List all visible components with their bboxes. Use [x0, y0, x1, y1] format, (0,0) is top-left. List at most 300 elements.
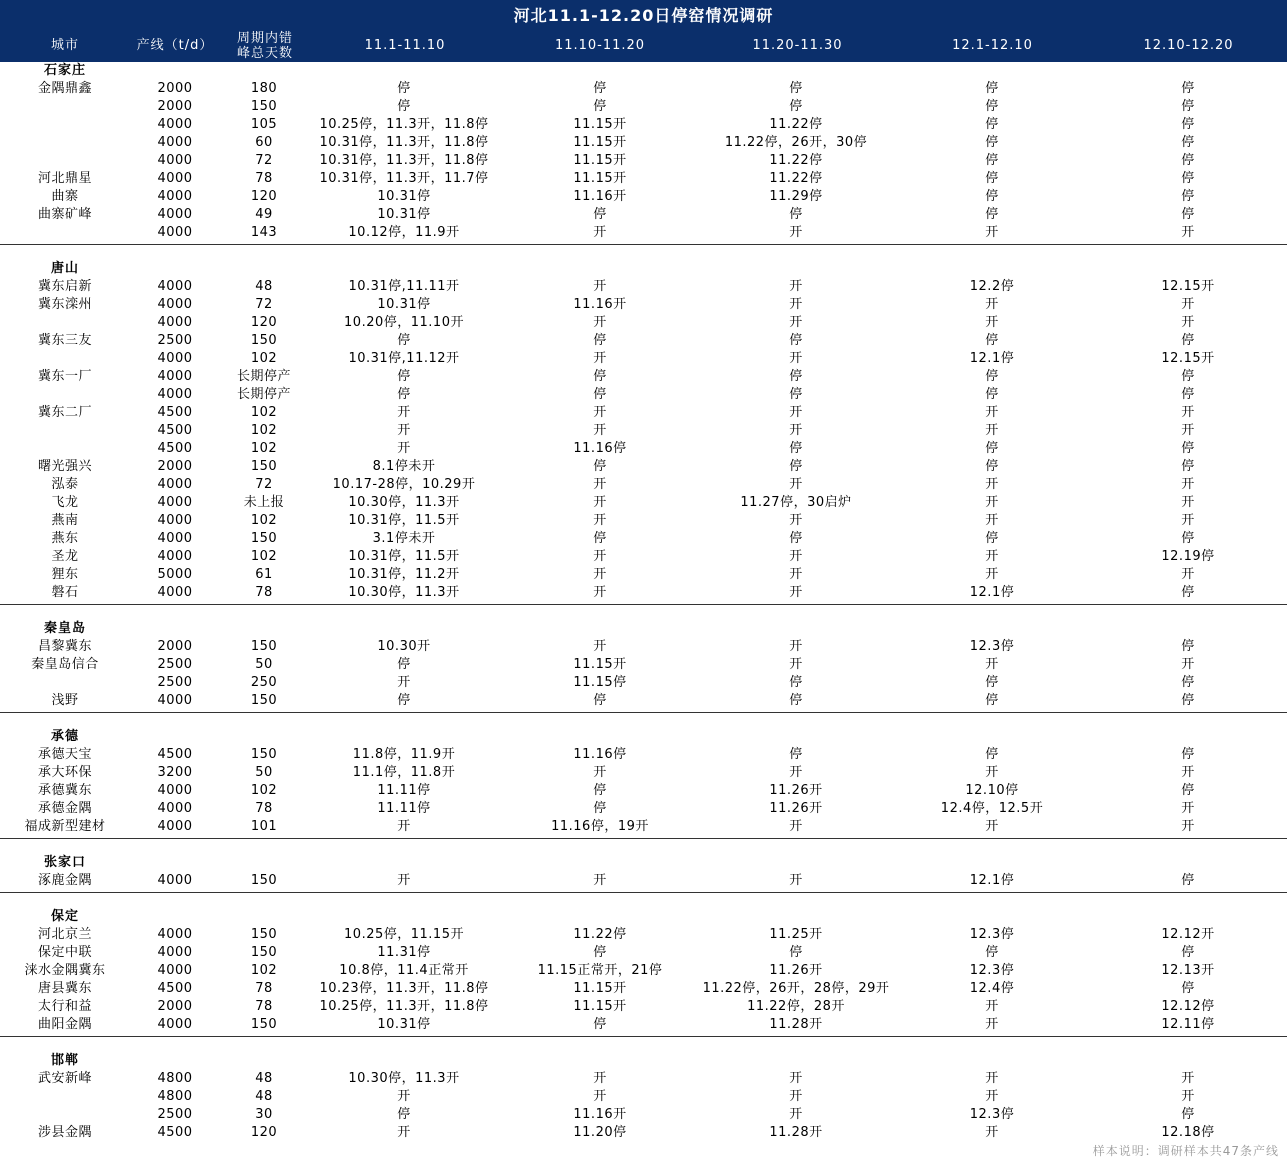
cell-period-1: 11.11停 [377, 801, 431, 816]
cell-period-2: 11.15停 [573, 675, 627, 690]
cell-period-3: 开 [789, 549, 803, 564]
cell-period-3: 开 [789, 225, 803, 240]
cell-period-4: 开 [985, 1089, 999, 1104]
cell-period-4: 停 [985, 747, 999, 762]
cell-capacity: 4000 [157, 279, 193, 294]
header-period-3: 11.20-11.30 [752, 38, 843, 53]
cell-period-2: 11.15正常开，21停 [537, 963, 663, 978]
cell-plant [0, 224, 130, 242]
cell-period-1: 10.31停 [377, 207, 431, 222]
cell-plant: 保定中联 [37, 945, 92, 960]
group-separator [0, 604, 1287, 605]
cell-capacity: 4800 [157, 1089, 193, 1104]
cell-plant: 浅野 [51, 693, 79, 708]
footnote: 样本说明：调研样本共47条产线 [1092, 1144, 1279, 1158]
cell-period-5: 停 [1181, 639, 1195, 654]
cell-capacity: 4000 [157, 549, 193, 564]
cell-period-1: 开 [397, 873, 411, 888]
cell-period-3: 11.26开 [769, 801, 823, 816]
cell-period-2: 开 [593, 495, 607, 510]
cell-period-4: 开 [985, 819, 999, 834]
cell-period-3: 停 [789, 369, 803, 384]
cell-period-1: 停 [397, 81, 411, 96]
cell-period-3: 停 [789, 747, 803, 762]
cell-period-2: 开 [593, 1071, 607, 1086]
cell-period-2: 11.15开 [573, 153, 627, 168]
cell-period-5: 停 [1181, 369, 1195, 384]
cell-period-4: 开 [985, 513, 999, 528]
cell-period-2: 11.16开 [573, 1107, 627, 1122]
cell-period-1: 10.31停，11.5开 [348, 513, 460, 528]
cell-capacity: 4000 [157, 297, 193, 312]
cell-period-4: 开 [985, 567, 999, 582]
cell-period-1: 11.8停，11.9开 [352, 747, 456, 762]
cell-days: 30 [255, 1107, 273, 1122]
cell-period-2: 停 [593, 945, 607, 960]
cell-period-3: 11.22停，26开，28停，29开 [702, 981, 890, 996]
cell-period-2: 11.16停 [573, 747, 627, 762]
cell-plant: 曲寨矿峰 [37, 207, 92, 222]
cell-days: 120 [250, 315, 278, 330]
cell-period-2: 11.20停 [573, 1125, 627, 1140]
cell-capacity: 4000 [157, 135, 193, 150]
cell-period-1: 10.31停，11.3开，11.7停 [319, 171, 489, 186]
cell-period-1: 10.30停，11.3开 [348, 585, 460, 600]
cell-period-3: 11.28开 [769, 1125, 823, 1140]
cell-plant: 涞水金隅冀东 [24, 963, 106, 978]
cell-period-4: 12.4停 [969, 981, 1015, 996]
cell-period-3: 停 [789, 81, 803, 96]
group-separator [0, 244, 1287, 245]
cell-plant: 曲寨 [51, 189, 79, 204]
cell-period-2: 11.16开 [573, 297, 627, 312]
cell-period-2: 11.16开 [573, 189, 627, 204]
cell-period-3: 开 [789, 297, 803, 312]
cell-period-1: 3.1停未开 [372, 531, 436, 546]
cell-plant: 秦皇岛信合 [31, 657, 99, 672]
cell-days: 78 [255, 585, 273, 600]
cell-capacity: 4000 [157, 585, 193, 600]
cell-period-5: 停 [1181, 531, 1195, 546]
cell-period-1: 开 [397, 675, 411, 690]
cell-plant: 承德冀东 [37, 783, 92, 798]
cell-capacity: 4000 [157, 819, 193, 834]
cell-days: 150 [250, 945, 278, 960]
cell-period-4: 开 [985, 297, 999, 312]
cell-capacity: 3200 [157, 765, 193, 780]
cell-period-5: 停 [1181, 585, 1195, 600]
cell-period-5: 开 [1181, 297, 1195, 312]
cell-period-5: 开 [1181, 405, 1195, 420]
cell-period-4: 开 [985, 549, 999, 564]
cell-days: 102 [250, 441, 278, 456]
cell-period-3: 11.22停 [769, 171, 823, 186]
cell-period-3: 11.22停 [769, 153, 823, 168]
cell-days: 250 [250, 675, 278, 690]
cell-plant: 河北鼎星 [37, 171, 92, 186]
cell-period-1: 10.30停，11.3开 [348, 495, 460, 510]
cell-period-5: 停 [1181, 333, 1195, 348]
cell-period-4: 开 [985, 423, 999, 438]
cell-plant: 飞龙 [51, 495, 79, 510]
cell-period-1: 开 [397, 1089, 411, 1104]
cell-period-4: 开 [985, 1017, 999, 1032]
cell-period-1: 10.25停，11.15开 [344, 927, 464, 942]
group-separator [0, 1036, 1287, 1037]
cell-capacity: 4000 [157, 693, 193, 708]
cell-period-1: 停 [397, 333, 411, 348]
cell-days: 105 [250, 117, 278, 132]
cell-period-3: 开 [789, 1089, 803, 1104]
header-period-1: 11.1-11.10 [364, 38, 446, 53]
cell-plant: 泓泰 [51, 477, 79, 492]
cell-capacity: 2500 [157, 333, 193, 348]
cell-plant: 承德天宝 [37, 747, 92, 762]
cell-period-5: 停 [1181, 81, 1195, 96]
cell-period-2: 11.16停 [573, 441, 627, 456]
cell-days: 72 [255, 477, 273, 492]
cell-capacity: 4000 [157, 1017, 193, 1032]
cell-period-2: 停 [593, 387, 607, 402]
cell-period-5: 12.15开 [1161, 351, 1215, 366]
cell-days: 72 [255, 297, 273, 312]
cell-period-2: 开 [593, 477, 607, 492]
cell-period-3: 开 [789, 513, 803, 528]
cell-plant: 河北京兰 [37, 927, 92, 942]
cell-days: 150 [250, 747, 278, 762]
group-separator [0, 892, 1287, 893]
cell-days: 102 [250, 513, 278, 528]
cell-plant: 涿鹿金隅 [37, 873, 92, 888]
cell-period-2: 停 [593, 81, 607, 96]
cell-period-2: 停 [593, 333, 607, 348]
cell-period-2: 开 [593, 639, 607, 654]
header-line: 产线（t/d） [136, 38, 214, 53]
cell-capacity: 2000 [157, 459, 193, 474]
cell-period-4: 停 [985, 171, 999, 186]
cell-plant [0, 386, 130, 404]
cell-plant: 承大环保 [37, 765, 92, 780]
cell-period-4: 开 [985, 999, 999, 1014]
cell-period-2: 11.15开 [573, 999, 627, 1014]
cell-period-4: 停 [985, 117, 999, 132]
cell-period-5: 停 [1181, 981, 1195, 996]
cell-period-3: 11.26开 [769, 963, 823, 978]
cell-period-1: 11.11停 [377, 783, 431, 798]
cell-days: 150 [250, 531, 278, 546]
cell-period-4: 开 [985, 315, 999, 330]
cell-period-4: 开 [985, 1125, 999, 1140]
cell-period-3: 开 [789, 351, 803, 366]
cell-period-1: 11.31停 [377, 945, 431, 960]
cell-period-4: 停 [985, 207, 999, 222]
cell-period-5: 开 [1181, 315, 1195, 330]
cell-period-5: 停 [1181, 675, 1195, 690]
cell-capacity: 4800 [157, 1071, 193, 1086]
group-header: 张家口 [43, 855, 86, 870]
cell-period-4: 开 [985, 765, 999, 780]
cell-days: 50 [255, 657, 273, 672]
cell-period-4: 停 [985, 387, 999, 402]
cell-days: 150 [250, 873, 278, 888]
cell-capacity: 4000 [157, 189, 193, 204]
cell-plant: 冀东二厂 [37, 405, 92, 420]
cell-period-4: 12.3停 [969, 1107, 1015, 1122]
cell-plant [0, 674, 130, 692]
cell-plant: 金隅鼎鑫 [37, 81, 92, 96]
cell-plant: 曲阳金隅 [37, 1017, 92, 1032]
cell-plant: 福成新型建材 [24, 819, 106, 834]
cell-period-2: 11.16停，19开 [551, 819, 649, 834]
cell-period-4: 开 [985, 477, 999, 492]
cell-period-4: 12.4停，12.5开 [940, 801, 1044, 816]
cell-period-1: 停 [397, 657, 411, 672]
cell-period-5: 开 [1181, 225, 1195, 240]
cell-period-1: 10.31停，11.3开，11.8停 [319, 153, 489, 168]
cell-period-2: 11.15开 [573, 171, 627, 186]
cell-capacity: 4000 [157, 387, 193, 402]
cell-period-2: 开 [593, 225, 607, 240]
cell-period-5: 12.13开 [1161, 963, 1215, 978]
cell-plant: 涉县金隅 [37, 1125, 92, 1140]
cell-period-4: 开 [985, 225, 999, 240]
cell-capacity: 4000 [157, 531, 193, 546]
cell-period-2: 开 [593, 765, 607, 780]
cell-period-2: 11.15开 [573, 981, 627, 996]
table-title: 河北11.1-12.20日停窑情况调研 [0, 0, 1287, 29]
cell-days: 143 [250, 225, 278, 240]
cell-period-4: 停 [985, 369, 999, 384]
cell-capacity: 4500 [157, 1125, 193, 1140]
cell-period-1: 停 [397, 369, 411, 384]
cell-period-3: 开 [789, 477, 803, 492]
cell-plant: 冀东启新 [37, 279, 92, 294]
cell-period-1: 10.31停，11.2开 [348, 567, 460, 582]
cell-period-4: 12.1停 [969, 351, 1015, 366]
cell-period-5: 开 [1181, 801, 1195, 816]
cell-period-2: 停 [593, 783, 607, 798]
cell-period-4: 12.2停 [969, 279, 1015, 294]
cell-plant [0, 1088, 130, 1106]
cell-period-4: 停 [985, 531, 999, 546]
cell-period-2: 停 [593, 369, 607, 384]
cell-period-2: 开 [593, 585, 607, 600]
cell-period-5: 12.19停 [1161, 549, 1215, 564]
cell-period-2: 停 [593, 1017, 607, 1032]
cell-period-1: 10.25停，11.3开，11.8停 [319, 999, 489, 1014]
cell-plant: 昌黎冀东 [37, 639, 92, 654]
cell-days: 150 [250, 1017, 278, 1032]
cell-capacity: 4500 [157, 441, 193, 456]
cell-period-4: 停 [985, 189, 999, 204]
cell-days: 未上报 [243, 495, 285, 510]
cell-capacity: 4000 [157, 117, 193, 132]
cell-period-3: 停 [789, 531, 803, 546]
cell-plant [0, 134, 130, 152]
cell-period-5: 停 [1181, 99, 1195, 114]
cell-days: 60 [255, 135, 273, 150]
cell-period-4: 停 [985, 153, 999, 168]
cell-period-1: 停 [397, 387, 411, 402]
cell-days: 150 [250, 459, 278, 474]
cell-capacity: 4500 [157, 423, 193, 438]
cell-period-3: 停 [789, 333, 803, 348]
cell-period-1: 停 [397, 693, 411, 708]
cell-capacity: 2500 [157, 657, 193, 672]
cell-period-3: 11.29停 [769, 189, 823, 204]
cell-period-5: 停 [1181, 945, 1195, 960]
cell-period-1: 开 [397, 1125, 411, 1140]
cell-days: 102 [250, 405, 278, 420]
cell-period-3: 11.22停，26开，30停 [724, 135, 868, 150]
cell-capacity: 4000 [157, 945, 193, 960]
cell-period-2: 开 [593, 1089, 607, 1104]
cell-period-1: 停 [397, 99, 411, 114]
cell-days: 180 [250, 81, 278, 96]
cell-period-1: 10.8停，11.4正常开 [339, 963, 469, 978]
cell-period-2: 开 [593, 549, 607, 564]
cell-plant [0, 116, 130, 134]
cell-period-4: 停 [985, 81, 999, 96]
cell-period-2: 开 [593, 423, 607, 438]
cell-days: 78 [255, 999, 273, 1014]
group-header: 邯郸 [50, 1053, 79, 1068]
cell-period-4: 12.3停 [969, 963, 1015, 978]
cell-days: 150 [250, 927, 278, 942]
cell-period-3: 开 [789, 1071, 803, 1086]
cell-period-4: 12.10停 [965, 783, 1019, 798]
cell-period-5: 停 [1181, 117, 1195, 132]
cell-period-4: 开 [985, 495, 999, 510]
cell-plant: 燕东 [51, 531, 79, 546]
cell-capacity: 4000 [157, 225, 193, 240]
cell-period-1: 11.1停，11.8开 [352, 765, 456, 780]
cell-period-2: 开 [593, 513, 607, 528]
group-header: 唐山 [50, 261, 79, 276]
header-period-5: 12.10-12.20 [1143, 38, 1234, 53]
cell-period-5: 12.15开 [1161, 279, 1215, 294]
group-separator [0, 838, 1287, 839]
cell-period-3: 停 [789, 387, 803, 402]
cell-period-3: 开 [789, 423, 803, 438]
cell-period-5: 开 [1181, 423, 1195, 438]
cell-days: 72 [255, 153, 273, 168]
cell-period-5: 停 [1181, 189, 1195, 204]
cell-period-4: 开 [985, 657, 999, 672]
cell-capacity: 4000 [157, 783, 193, 798]
cell-period-1: 10.31停，11.5开 [348, 549, 460, 564]
cell-plant: 磐石 [51, 585, 79, 600]
cell-period-4: 停 [985, 459, 999, 474]
cell-capacity: 4000 [157, 873, 193, 888]
cell-period-3: 开 [789, 567, 803, 582]
cell-period-5: 停 [1181, 783, 1195, 798]
cell-period-1: 10.31停 [377, 1017, 431, 1032]
cell-capacity: 2000 [157, 81, 193, 96]
cell-days: 102 [250, 423, 278, 438]
cell-period-3: 11.25开 [769, 927, 823, 942]
cell-capacity: 4000 [157, 369, 193, 384]
cell-capacity: 2500 [157, 1107, 193, 1122]
cell-period-1: 8.1停未开 [372, 459, 436, 474]
cell-capacity: 2000 [157, 99, 193, 114]
cell-period-4: 12.3停 [969, 927, 1015, 942]
cell-period-5: 开 [1181, 567, 1195, 582]
cell-period-2: 开 [593, 567, 607, 582]
cell-period-3: 停 [789, 99, 803, 114]
cell-days: 49 [255, 207, 273, 222]
cell-days: 50 [255, 765, 273, 780]
cell-period-5: 停 [1181, 153, 1195, 168]
group-header: 保定 [50, 909, 79, 924]
cell-period-3: 开 [789, 585, 803, 600]
cell-period-1: 开 [397, 441, 411, 456]
cell-period-1: 10.30开 [377, 639, 431, 654]
cell-days: 120 [250, 189, 278, 204]
cell-period-1: 10.23停，11.3开，11.8停 [319, 981, 489, 996]
cell-days: 102 [250, 549, 278, 564]
cell-period-5: 停 [1181, 441, 1195, 456]
cell-period-5: 停 [1181, 1107, 1195, 1122]
cell-period-1: 10.31停,11.12开 [348, 351, 460, 366]
cell-period-3: 开 [789, 819, 803, 834]
cell-capacity: 4000 [157, 477, 193, 492]
cell-days: 长期停产 [236, 369, 291, 384]
cell-period-5: 开 [1181, 1071, 1195, 1086]
cell-period-3: 开 [789, 279, 803, 294]
cell-period-1: 10.31停 [377, 297, 431, 312]
cell-period-5: 停 [1181, 873, 1195, 888]
cell-days: 101 [250, 819, 278, 834]
cell-period-1: 开 [397, 405, 411, 420]
cell-period-2: 开 [593, 351, 607, 366]
column-header-row [0, 29, 1287, 62]
cell-period-1: 10.31停 [377, 189, 431, 204]
cell-days: 48 [255, 1089, 273, 1104]
cell-capacity: 4000 [157, 207, 193, 222]
cell-period-2: 停 [593, 693, 607, 708]
cell-period-3: 停 [789, 207, 803, 222]
cell-days: 150 [250, 639, 278, 654]
cell-period-5: 开 [1181, 477, 1195, 492]
cell-period-5: 开 [1181, 513, 1195, 528]
cell-period-4: 开 [985, 1071, 999, 1086]
cell-period-4: 12.1停 [969, 873, 1015, 888]
cell-period-5: 开 [1181, 819, 1195, 834]
cell-plant: 冀东滦州 [37, 297, 92, 312]
header-period-4: 12.1-12.10 [952, 38, 1033, 53]
cell-period-1: 10.31停，11.3开，11.8停 [319, 135, 489, 150]
cell-period-1: 10.20停，11.10开 [344, 315, 464, 330]
cell-days: 78 [255, 981, 273, 996]
cell-period-3: 11.28开 [769, 1017, 823, 1032]
cell-plant: 太行和益 [37, 999, 92, 1014]
cell-days: 48 [255, 279, 273, 294]
cell-plant [0, 350, 130, 368]
cell-period-5: 停 [1181, 693, 1195, 708]
cell-plant [0, 422, 130, 440]
cell-period-5: 开 [1181, 1089, 1195, 1104]
cell-period-3: 开 [789, 405, 803, 420]
header-period-2: 11.10-11.20 [554, 38, 646, 53]
cell-period-2: 11.22停 [573, 927, 627, 942]
cell-plant: 冀东三友 [37, 333, 92, 348]
cell-period-2: 停 [593, 801, 607, 816]
cell-period-5: 开 [1181, 657, 1195, 672]
cell-capacity: 4000 [157, 351, 193, 366]
cell-period-2: 11.15开 [573, 135, 627, 150]
cell-period-3: 开 [789, 873, 803, 888]
